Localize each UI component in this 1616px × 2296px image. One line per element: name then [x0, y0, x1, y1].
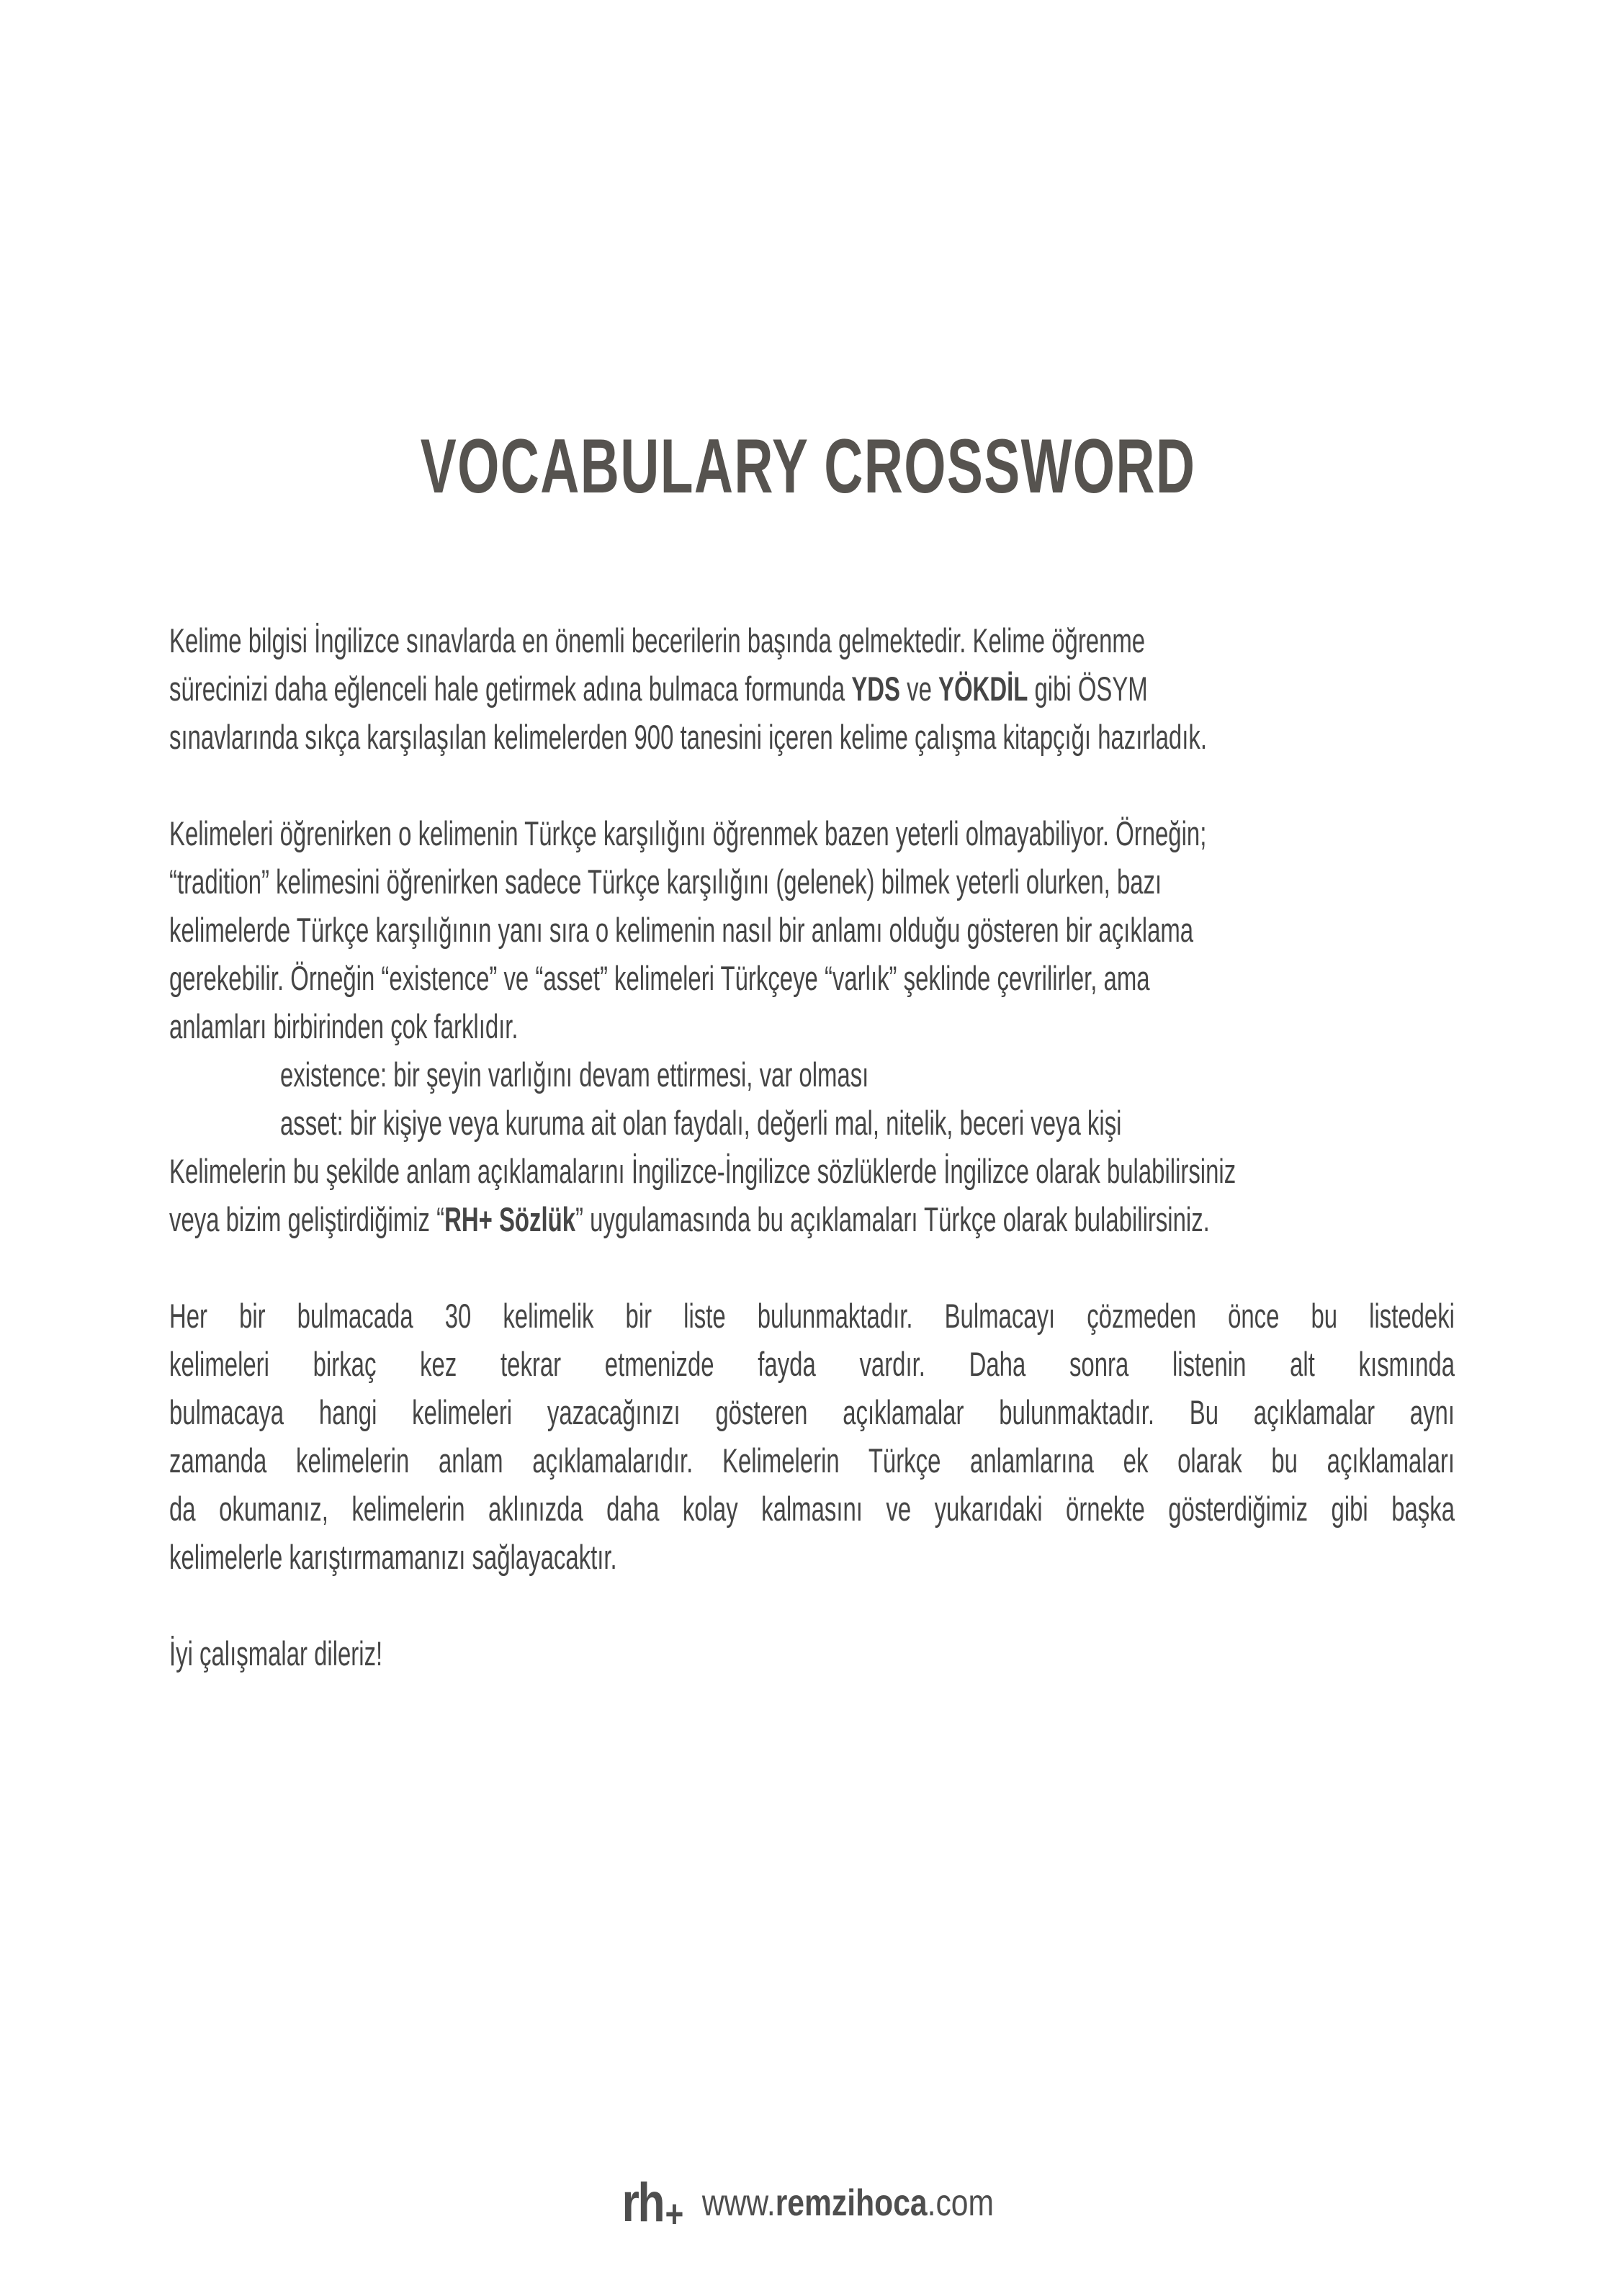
text-segment: Kelime bilgisi İngilizce sınavlarda en önemli becerilerin başında gelmektedir. Kelime öğrenme — [169, 621, 1146, 659]
text-line — [169, 954, 1455, 1002]
text-line — [169, 1050, 1455, 1099]
page-title: VOCABULARY CROSSWORD — [420, 423, 1196, 509]
text-segment: da okumanız, kelimelerin aklınızda daha kolay kalmasını ve yukarıdaki örnekte gösterdiğimiz gibi başka — [169, 1490, 1455, 1528]
text-segment: Her bir bulmacada 30 kelimelik bir liste bulunmaktadır. Bulmacayı çözmeden önce bu listedeki — [169, 1297, 1455, 1335]
text-segment: sınavlarında sıkça karşılaşılan kelimelerden 900 tanesini içeren kelime çalışma kitapçığı hazırladık. — [169, 718, 1207, 756]
text-line — [169, 1340, 1455, 1388]
text-segment: kelimelerde Türkçe karşılığının yanı sıra o kelimenin nasıl bir anlamı olduğu gösteren bir açıklama — [169, 911, 1194, 949]
website-url — [702, 2182, 994, 2225]
text-segment: kelimeleri birkaç kez tekrar etmenizde fayda vardır. Daha sonra listenin alt kısmında — [169, 1345, 1455, 1383]
text-line — [169, 1195, 1455, 1243]
text-segment: Kelimeleri öğrenirken o kelimenin Türkçe karşılığını öğrenmek bazen yeterli olmayabiliyor. Örneğin; — [169, 814, 1207, 852]
url-www: www. — [701, 2182, 776, 2224]
text-line — [169, 1388, 1455, 1436]
text-line — [169, 616, 1455, 665]
text-line — [169, 1292, 1455, 1340]
text-line — [169, 1002, 1455, 1050]
text-segment: asset: bir kişiye veya kuruma ait olan faydalı, değerli mal, nitelik, beceri veya kişi — [280, 1104, 1122, 1142]
paragraph-closing — [169, 1629, 1455, 1678]
text-line — [169, 1099, 1455, 1147]
paragraph-puzzle-structure — [169, 1292, 1455, 1581]
logo-plus-icon: + — [665, 2192, 683, 2236]
text-segment: “tradition” kelimesini öğrenirken sadece Türkçe karşılığını (gelenek) bilmek yeterli olurken, bazı — [169, 863, 1162, 901]
text-segment: ve — [899, 670, 939, 708]
text-line — [169, 1485, 1455, 1533]
text-line — [169, 809, 1455, 857]
paragraph-meaning-explanation — [169, 809, 1455, 1243]
rh-plus-logo — [621, 2172, 683, 2236]
text-line — [169, 1436, 1455, 1485]
text-line — [169, 665, 1455, 713]
text-line — [169, 1147, 1455, 1195]
paragraph-intro — [169, 616, 1455, 761]
logo-letters: rh — [621, 2172, 664, 2233]
text-segment: İyi çalışmalar dileriz! — [169, 1634, 383, 1673]
text-segment: anlamları birbirinden çok farklıdır. — [169, 1007, 519, 1045]
document-body — [169, 616, 1455, 1678]
page-footer — [0, 2172, 1616, 2236]
text-segment: gerekebilir. Örneğin “existence” ve “asset” kelimeleri Türkçeye “varlık” şeklinde çevrilirler, ama — [169, 959, 1150, 997]
text-line — [169, 906, 1455, 954]
url-tld: .com — [927, 2182, 995, 2224]
text-segment: gibi ÖSYM — [1028, 670, 1148, 708]
text-line — [169, 857, 1455, 906]
text-segment: bulmacaya hangi kelimeleri yazacağınızı gösteren açıklamalar bulunmaktadır. Bu açıklamalar aynı — [169, 1393, 1455, 1431]
title-container — [0, 423, 1616, 509]
text-line — [169, 1629, 1455, 1678]
bold-term: YÖKDİL — [938, 670, 1028, 708]
url-name: remzihoca — [775, 2182, 928, 2224]
text-segment: sürecinizi daha eğlenceli hale getirmek adına bulmaca formunda — [169, 670, 852, 708]
text-line — [169, 713, 1455, 761]
footer-content — [621, 2172, 995, 2236]
bold-term: RH+ Sözlük — [444, 1200, 576, 1238]
text-segment: veya bizim geliştirdiğimiz “ — [169, 1200, 445, 1238]
text-segment: kelimelerle karıştırmamanızı sağlayacaktır. — [169, 1538, 617, 1576]
text-segment: ” uygulamasında bu açıklamaları Türkçe olarak bulabilirsiniz. — [575, 1200, 1210, 1238]
text-segment: zamanda kelimelerin anlam açıklamalarıdır. Kelimelerin Türkçe anlamlarına ek olarak bu açıklamaları — [169, 1441, 1455, 1480]
text-segment: existence: bir şeyin varlığını devam ettirmesi, var olması — [280, 1055, 869, 1094]
bold-term: YDS — [851, 670, 900, 708]
text-segment: Kelimelerin bu şekilde anlam açıklamalarını İngilizce-İngilizce sözlüklerde İngilizce olarak bulabilirsiniz — [169, 1152, 1236, 1190]
text-line — [169, 1533, 1455, 1581]
